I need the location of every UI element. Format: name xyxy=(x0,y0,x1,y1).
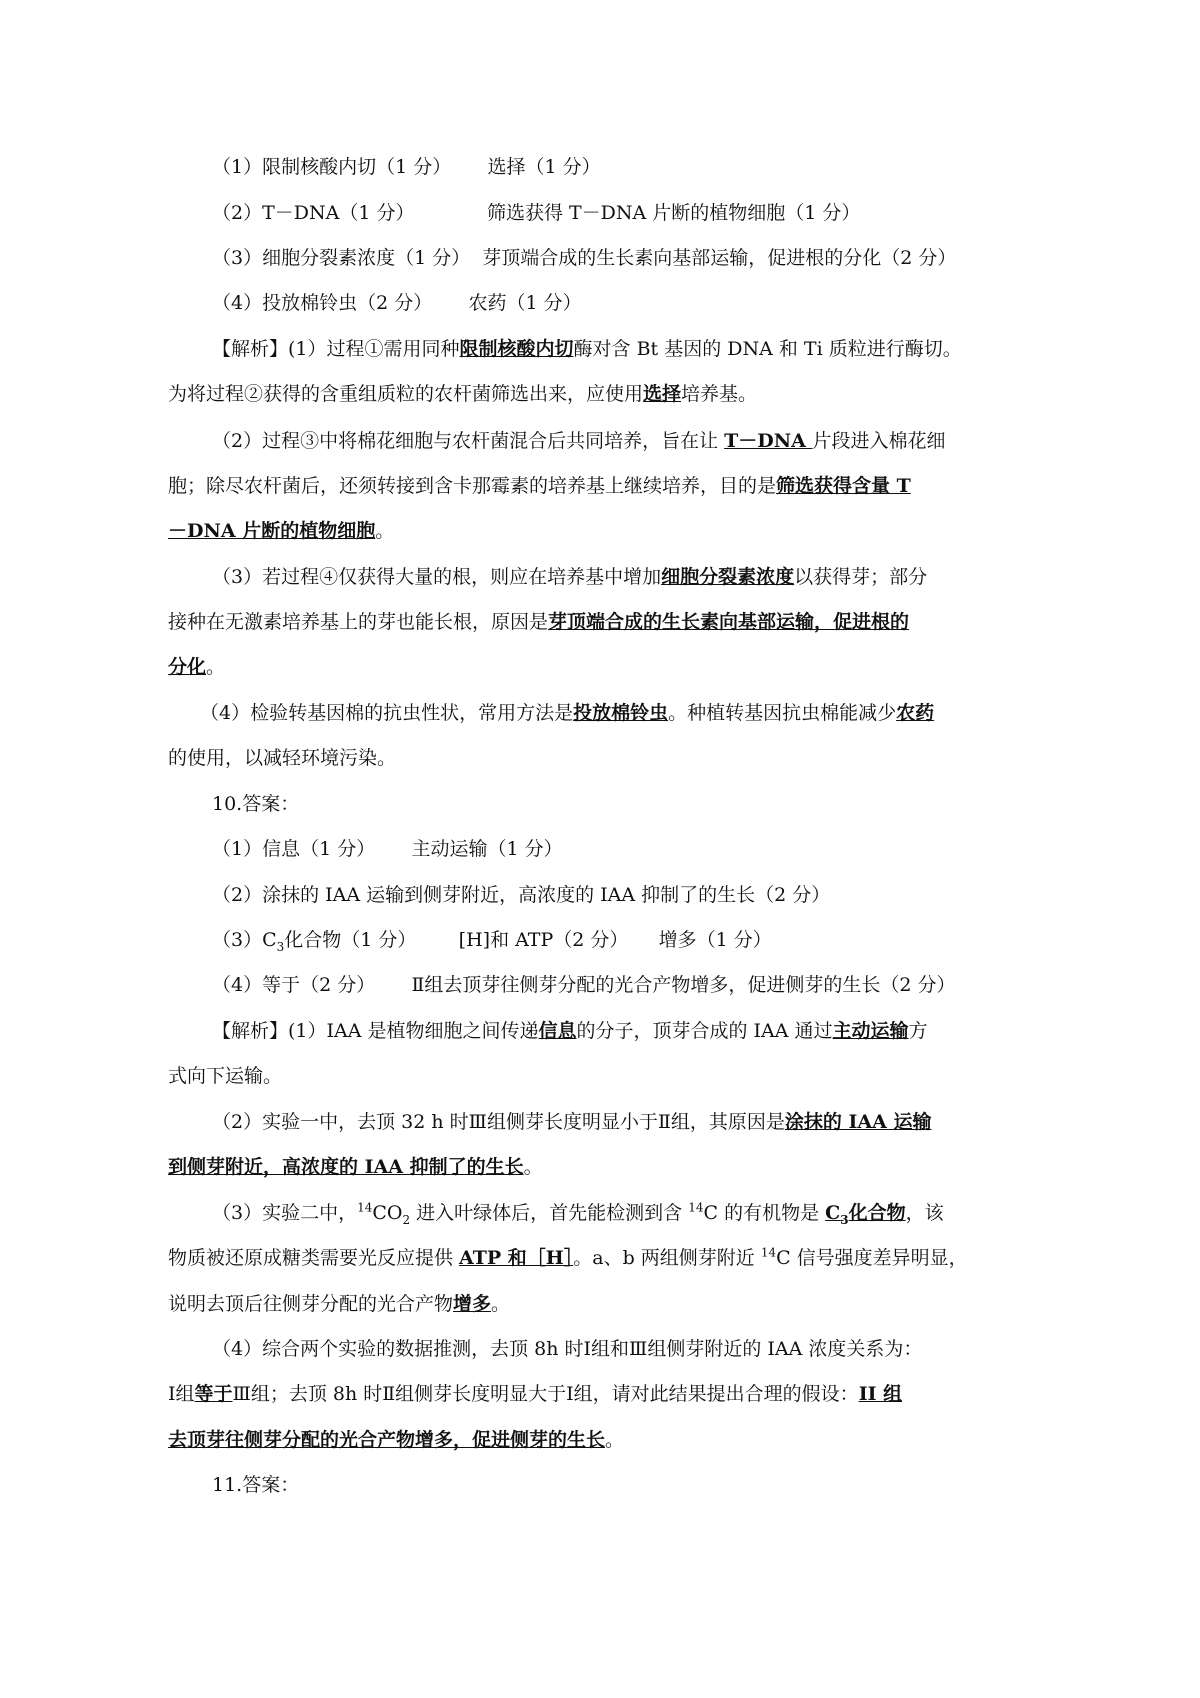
key-answer: 选择 xyxy=(643,383,682,405)
key-answer: 信息 xyxy=(538,1020,577,1042)
analysis-10-p3-line2: 物质被还原成糖类需要光反应提供 ATP 和［H］。a、b 两组侧芽附近 $^{14}$C 信号强度差异明显， xyxy=(168,1245,968,1269)
key-answer: 分化 xyxy=(168,656,207,678)
analysis-10-p3-line3: 说明去顶后往侧芽分配的光合产物增多。 xyxy=(168,1293,511,1315)
analysis-9-p1-line2: 为将过程②获得的含重组质粒的农杆菌筛选出来，应使用选择培养基。 xyxy=(168,383,758,405)
analysis-9-p4-line1: （4）检验转基因棉的抗虫性状，常用方法是投放棉铃虫。种植转基因抗虫棉能减少农药 xyxy=(200,702,935,724)
answer-9-4: （4）投放棉铃虫（2 分） 农药（1 分） xyxy=(212,292,582,314)
answer-10-3: $(3)C_3$化合物（1 分） [H]和 ATP（2 分） 增多（1 分） xyxy=(212,929,772,954)
key-answer: 等于 xyxy=(194,1383,233,1405)
answer-10-1: （1）信息（1 分） 主动运输（1 分） xyxy=(212,838,563,860)
question-11-heading: 11.答案： xyxy=(212,1474,300,1496)
analysis-9-p1-line1: 【解析】(1）过程①需用同种限制核酸内切酶对含 Bt 基因的 DNA 和 Ti 质粒进行酶切。 xyxy=(212,338,962,360)
analysis-10-p4-line3: 去顶芽往侧芽分配的光合产物增多，促进侧芽的生长。 xyxy=(168,1429,625,1451)
analysis-10-p2-line1: （2）实验一中，去顶 32 h 时Ⅲ组侧芽长度明显小于Ⅱ组，其原因是涂抹的 IAA 运输 xyxy=(212,1111,932,1133)
analysis-9-p3-line1: （3）若过程④仅获得大量的根，则应在培养基中增加细胞分裂素浓度以获得芽；部分 xyxy=(212,566,928,588)
key-answer: －DNA 片断的植物细胞 xyxy=(168,520,376,542)
key-answer: 筛选获得含量 T xyxy=(776,475,911,497)
key-answer: T－DNA xyxy=(724,430,813,452)
key-answer: 细胞分裂素浓度 xyxy=(661,566,795,588)
key-answer: II 组 xyxy=(858,1383,903,1405)
key-answer: $C_3$化合物 xyxy=(825,1202,906,1227)
key-answer: 农药 xyxy=(896,702,935,724)
key-answer: 到侧芽附近，高浓度的 IAA 抑制了的生长 xyxy=(168,1156,524,1178)
key-answer: ATP 和［H］ xyxy=(459,1247,574,1269)
key-answer: 投放棉铃虫 xyxy=(573,702,669,724)
analysis-9-p2-line3: －DNA 片断的植物细胞。 xyxy=(168,520,395,542)
answer-10-4: （4）等于（2 分） Ⅱ组去顶芽往侧芽分配的光合产物增多，促进侧芽的生长（2 分） xyxy=(212,974,956,996)
analysis-10-p3-line1: （3）实验二中，$^{14}CO_2$ 进入叶绿体后，首先能检测到含 $^{14}$C 的有机物是 $C_3$化合物，该 xyxy=(212,1200,944,1227)
answer-9-2: （2）T－DNA（1 分） 筛选获得 T－DNA 片断的植物细胞（1 分） xyxy=(212,202,861,224)
analysis-10-p4-line1: （4）综合两个实验的数据推测，去顶 8h 时Ⅰ组和Ⅲ组侧芽附近的 IAA 浓度关系为： xyxy=(212,1338,923,1360)
analysis-10-p1-line1: 【解析】(1）IAA 是植物细胞之间传递信息的分子，顶芽合成的 IAA 通过主动运输方 xyxy=(212,1020,928,1042)
key-answer: 增多 xyxy=(453,1293,492,1315)
key-answer: 芽顶端合成的生长素向基部运输，促进根的 xyxy=(548,611,910,633)
answer-9-3: （3）细胞分裂素浓度（1 分） 芽顶端合成的生长素向基部运输，促进根的分化（2 分） xyxy=(212,247,957,269)
answer-9-1: （1）限制核酸内切（1 分） 选择（1 分） xyxy=(212,156,601,178)
analysis-10-p4-line2: Ⅰ组等于Ⅲ组；去顶 8h 时Ⅱ组侧芽长度明显大于Ⅰ组，请对此结果提出合理的假设：II 组 xyxy=(168,1383,903,1405)
analysis-9-p2-line1: （2）过程③中将棉花细胞与农杆菌混合后共同培养，旨在让 T－DNA 片段进入棉花细 xyxy=(212,430,946,452)
answer-10-2: （2）涂抹的 IAA 运输到侧芽附近，高浓度的 IAA 抑制了的生长（2 分） xyxy=(212,884,831,906)
key-answer: 涂抹的 IAA 运输 xyxy=(784,1111,932,1133)
key-answer: 限制核酸内切 xyxy=(459,338,574,360)
key-answer: 主动运输 xyxy=(832,1020,909,1042)
analysis-9-p3-line3: 分化。 xyxy=(168,656,226,678)
question-10-heading: 10.答案： xyxy=(212,793,300,815)
analysis-10-p1-line2: 式向下运输。 xyxy=(168,1065,283,1087)
analysis-9-p3-line2: 接种在无激素培养基上的芽也能长根，原因是芽顶端合成的生长素向基部运输，促进根的 xyxy=(168,611,910,633)
analysis-9-p2-line2: 胞；除尽农杆菌后，还须转接到含卡那霉素的培养基上继续培养，目的是筛选获得含量 T xyxy=(168,475,911,497)
analysis-10-p2-line2: 到侧芽附近，高浓度的 IAA 抑制了的生长。 xyxy=(168,1156,543,1178)
analysis-9-p4-line2: 的使用，以减轻环境污染。 xyxy=(168,747,397,769)
key-answer: 去顶芽往侧芽分配的光合产物增多，促进侧芽的生长 xyxy=(168,1429,606,1451)
